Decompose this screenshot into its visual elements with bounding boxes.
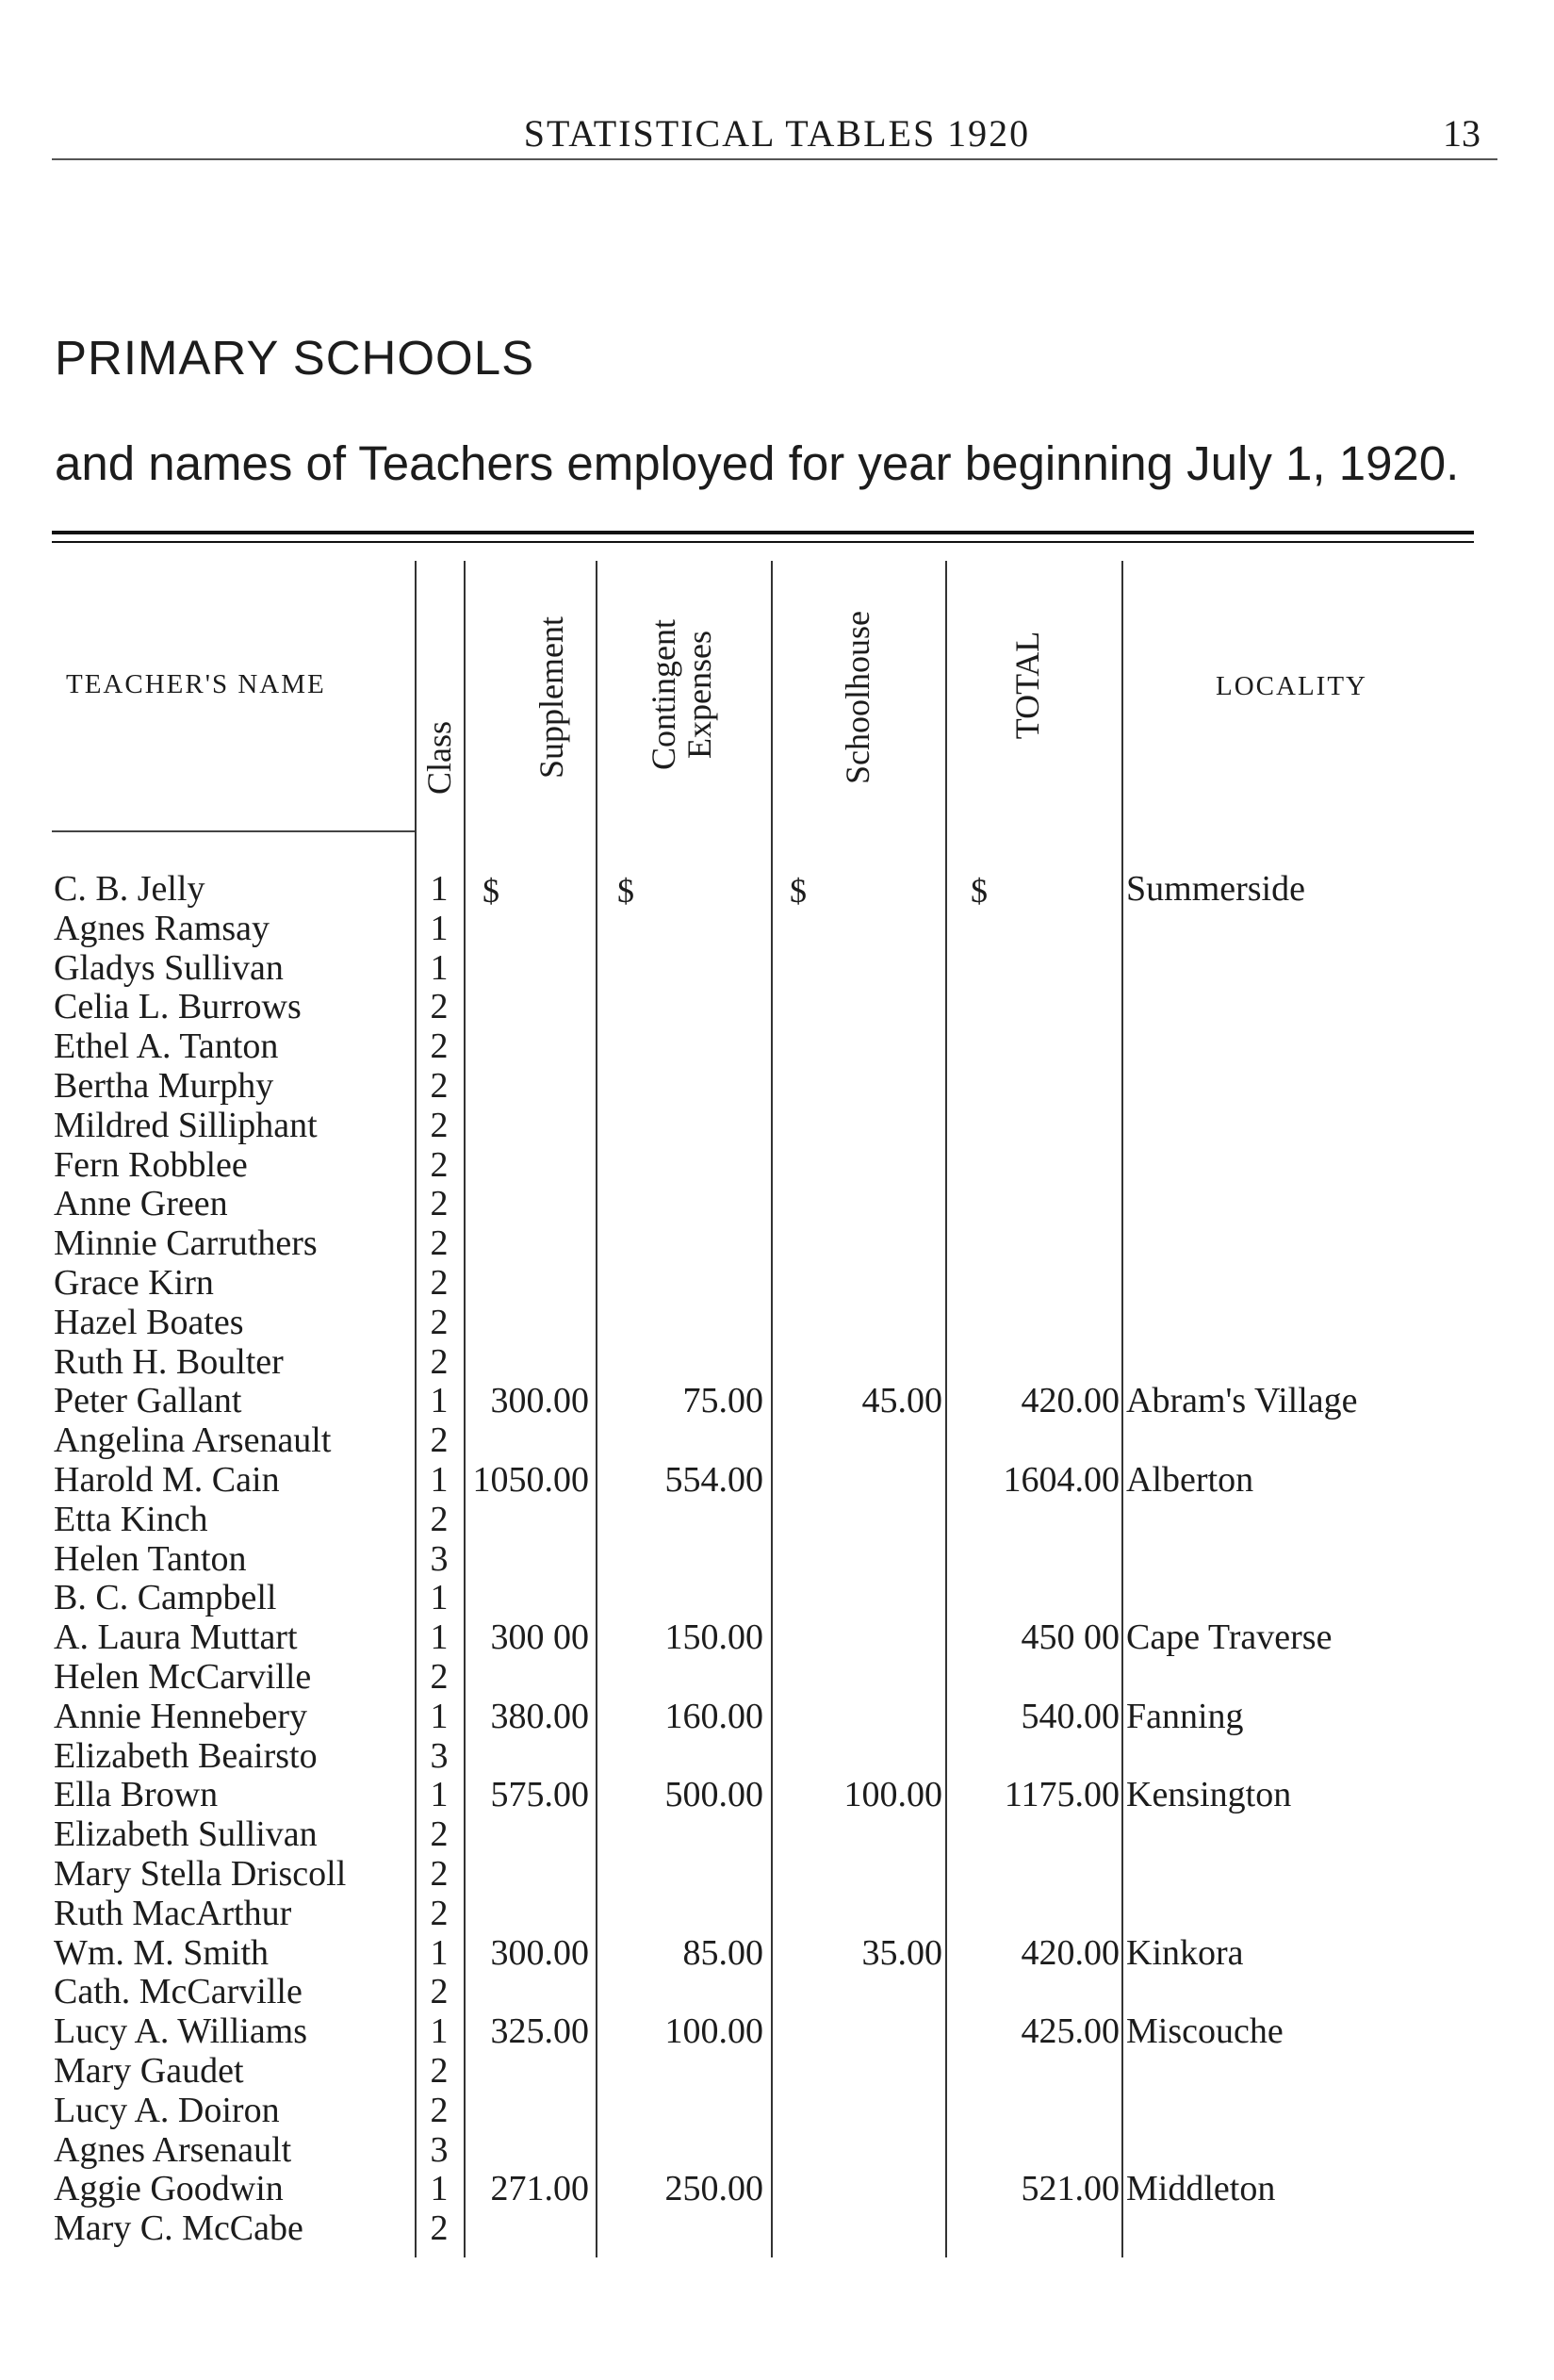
teacher-name-cell: Etta Kinch <box>54 1499 208 1539</box>
total-cell: 425.00 <box>1021 2011 1120 2052</box>
contingent-header-label: Contingent <box>645 619 682 770</box>
class-cell: 2 <box>430 2208 449 2249</box>
total-header-label: TOTAL <box>1008 631 1046 740</box>
teacher-name-cell: Angelina Arsenault <box>54 1420 332 1461</box>
class-cell: 1 <box>430 2169 449 2209</box>
table-row <box>0 1657 1554 1697</box>
teacher-name-cell: Celia L. Burrows <box>54 987 302 1027</box>
currency-symbol: $ <box>617 872 634 910</box>
total-cell: 1604.00 <box>1003 1460 1120 1500</box>
expenses-header-label: Expenses <box>680 631 718 759</box>
contingent-cell: 250.00 <box>664 2169 763 2209</box>
total-cell: 1175.00 <box>1004 1775 1120 1815</box>
class-cell: 3 <box>430 2129 449 2170</box>
table-row <box>0 1420 1554 1460</box>
table-row <box>0 1578 1554 1617</box>
teacher-name-cell: Mary Stella Driscoll <box>54 1854 347 1894</box>
table-row <box>0 2051 1554 2091</box>
class-cell: 1 <box>430 2011 449 2052</box>
class-cell: 1 <box>430 1460 449 1500</box>
schoolhouse-cell: 100.00 <box>843 1775 942 1815</box>
supplement-cell: 300 00 <box>490 1617 589 1658</box>
teacher-name-cell: Gladys Sullivan <box>54 947 284 988</box>
teacher-name-cell: Hazel Boates <box>54 1302 244 1342</box>
table-row <box>0 1066 1554 1106</box>
class-cell: 2 <box>430 1302 449 1342</box>
class-cell: 2 <box>430 987 449 1027</box>
class-cell: 2 <box>430 1263 449 1303</box>
class-cell: 2 <box>430 1814 449 1855</box>
total-cell: 420.00 <box>1021 1932 1120 1973</box>
teacher-name-cell: Mildred Silliphant <box>54 1105 318 1145</box>
locality-cell: Kensington <box>1126 1775 1292 1815</box>
teacher-name-cell: Annie Hennebery <box>54 1696 308 1736</box>
locality-header: LOCALITY <box>1216 671 1367 701</box>
teacher-name-cell: Bertha Murphy <box>54 1066 274 1106</box>
table-row <box>0 2169 1554 2208</box>
schoolhouse-header <box>840 570 875 825</box>
teacher-name-cell: Grace Kirn <box>54 1263 214 1303</box>
supplement-header <box>533 584 569 811</box>
class-cell: 2 <box>430 1854 449 1894</box>
schoolhouse-cell: 35.00 <box>861 1932 942 1973</box>
teacher-name-cell: Helen Tanton <box>54 1538 247 1579</box>
table-row <box>0 1263 1554 1303</box>
table-row <box>0 1184 1554 1223</box>
table-row <box>0 1933 1554 1973</box>
currency-symbol: $ <box>790 872 807 910</box>
table-row <box>0 1775 1554 1814</box>
total-cell: 540.00 <box>1021 1696 1120 1736</box>
teacher-name-cell: Cath. McCarville <box>54 1972 303 2012</box>
table-row <box>0 1026 1554 1066</box>
locality-cell: Fanning <box>1126 1696 1244 1736</box>
header-underline <box>52 830 415 832</box>
class-cell: 1 <box>430 908 449 948</box>
teacher-name-cell: Ruth MacArthur <box>54 1893 292 1933</box>
table-row <box>0 1223 1554 1263</box>
teacher-name-cell: Elizabeth Beairsto <box>54 1735 318 1776</box>
supplement-cell: 300.00 <box>490 1932 589 1973</box>
teacher-name-cell: Elizabeth Sullivan <box>54 1814 318 1855</box>
class-cell: 3 <box>430 1538 449 1579</box>
class-cell: 2 <box>430 1657 449 1697</box>
teacher-name-cell: Peter Gallant <box>54 1381 242 1421</box>
teacher-name-cell: Lucy A. Doiron <box>54 2090 280 2130</box>
class-cell: 2 <box>430 1893 449 1933</box>
teacher-name-cell: A. Laura Muttart <box>54 1617 298 1658</box>
contingent-cell: 160.00 <box>664 1696 763 1736</box>
table-row <box>0 1814 1554 1854</box>
class-cell: 2 <box>430 2090 449 2130</box>
table-row <box>0 1381 1554 1420</box>
table-row <box>0 1894 1554 1933</box>
teacher-name-cell: B. C. Campbell <box>54 1578 277 1618</box>
teacher-name-cell: Helen McCarville <box>54 1657 312 1697</box>
class-cell: 2 <box>430 1184 449 1224</box>
table-top-rule <box>52 531 1474 534</box>
teacher-name-cell: Aggie Goodwin <box>54 2169 284 2209</box>
table-row <box>0 1539 1554 1579</box>
header-rule <box>52 158 1497 160</box>
teacher-name-cell: Agnes Ramsay <box>54 908 270 948</box>
total-header <box>1009 624 1045 747</box>
section-title: PRIMARY SCHOOLS <box>55 331 535 385</box>
running-head <box>0 111 1554 158</box>
class-header <box>421 692 457 824</box>
teacher-name-header: TEACHER'S NAME <box>66 669 326 699</box>
locality-cell: Miscouche <box>1126 2011 1284 2052</box>
teacher-name-cell: Mary C. McCabe <box>54 2208 303 2249</box>
total-cell: 420.00 <box>1021 1381 1120 1421</box>
contingent-cell: 554.00 <box>664 1460 763 1500</box>
table-row <box>0 1854 1554 1894</box>
locality-cell: Middleton <box>1126 2169 1276 2209</box>
table-row <box>0 2130 1554 2170</box>
contingent-cell: 85.00 <box>682 1932 763 1973</box>
locality-cell: Abram's Village <box>1126 1381 1358 1421</box>
class-cell: 2 <box>430 1026 449 1067</box>
table-row <box>0 1106 1554 1145</box>
supplement-cell: 575.00 <box>490 1775 589 1815</box>
teacher-name-cell: Fern Robblee <box>54 1144 248 1185</box>
supplement-cell: 380.00 <box>490 1696 589 1736</box>
class-cell: 2 <box>430 1341 449 1382</box>
table-row <box>0 1736 1554 1776</box>
supplement-cell: 271.00 <box>490 2169 589 2209</box>
locality-cell: Kinkora <box>1126 1932 1244 1973</box>
table-row <box>0 1617 1554 1657</box>
currency-symbol: $ <box>971 872 988 910</box>
table-row <box>0 987 1554 1026</box>
table-row <box>0 1460 1554 1500</box>
total-cell: 521.00 <box>1021 2169 1120 2209</box>
class-cell: 1 <box>430 869 449 909</box>
class-cell: 2 <box>430 1144 449 1185</box>
schoolhouse-cell: 45.00 <box>861 1381 942 1421</box>
class-cell: 1 <box>430 1578 449 1618</box>
table-row <box>0 1500 1554 1539</box>
supplement-cell: 300.00 <box>490 1381 589 1421</box>
table-row <box>0 1145 1554 1185</box>
supplement-cell: 325.00 <box>490 2011 589 2052</box>
teacher-name-cell: Minnie Carruthers <box>54 1223 318 1264</box>
class-cell: 2 <box>430 2051 449 2091</box>
contingent-cell: 75.00 <box>682 1381 763 1421</box>
class-cell: 1 <box>430 1932 449 1973</box>
class-cell: 2 <box>430 1105 449 1145</box>
table-row <box>0 2011 1554 2051</box>
class-header-label: Class <box>420 721 458 796</box>
table-row <box>0 948 1554 988</box>
locality-cell: Cape Traverse <box>1126 1617 1333 1658</box>
table-row <box>0 909 1554 948</box>
teacher-name-cell: Mary Gaudet <box>54 2051 244 2091</box>
teacher-name-cell: C. B. Jelly <box>54 869 205 909</box>
schoolhouse-header-label: Schoolhouse <box>839 611 876 784</box>
contingent-cell: 100.00 <box>664 2011 763 2052</box>
page-number: 13 <box>1443 112 1480 155</box>
class-cell: 2 <box>430 1066 449 1106</box>
class-cell: 2 <box>430 1223 449 1264</box>
class-cell: 1 <box>430 947 449 988</box>
table-row <box>0 1342 1554 1382</box>
supplement-header-label: Supplement <box>532 616 570 779</box>
table-row <box>0 1303 1554 1342</box>
teacher-name-cell: Ethel A. Tanton <box>54 1026 279 1067</box>
teacher-name-cell: Harold M. Cain <box>54 1460 280 1500</box>
class-cell: 2 <box>430 1972 449 2012</box>
contingent-cell: 500.00 <box>664 1775 763 1815</box>
teacher-name-cell: Lucy A. Williams <box>54 2011 308 2052</box>
class-cell: 1 <box>430 1696 449 1736</box>
subtitle: and names of Teachers employed for year beginning July 1, 1920. <box>55 436 1460 490</box>
locality-cell: Alberton <box>1126 1460 1254 1500</box>
class-cell: 1 <box>430 1775 449 1815</box>
currency-symbol: $ <box>483 872 499 910</box>
table-row <box>0 2208 1554 2248</box>
table-top-rule-thin <box>52 541 1474 543</box>
table-row <box>0 869 1554 909</box>
class-cell: 2 <box>430 1499 449 1539</box>
class-cell: 1 <box>430 1617 449 1658</box>
teacher-name-cell: Anne Green <box>54 1184 228 1224</box>
teacher-name-cell: Wm. M. Smith <box>54 1932 270 1973</box>
locality-cell: Summerside <box>1126 869 1305 909</box>
table-row <box>0 1972 1554 2011</box>
teacher-name-cell: Ella Brown <box>54 1775 219 1815</box>
supplement-cell: 1050.00 <box>472 1460 589 1500</box>
class-cell: 1 <box>430 1381 449 1421</box>
total-cell: 450 00 <box>1021 1617 1120 1658</box>
table-row <box>0 1697 1554 1736</box>
contingent-expenses-header <box>646 586 721 803</box>
teacher-name-cell: Agnes Arsenault <box>54 2129 292 2170</box>
class-cell: 3 <box>430 1735 449 1776</box>
table-row <box>0 2091 1554 2130</box>
contingent-cell: 150.00 <box>664 1617 763 1658</box>
teacher-name-cell: Ruth H. Boulter <box>54 1341 284 1382</box>
class-cell: 2 <box>430 1420 449 1461</box>
running-title: STATISTICAL TABLES 1920 <box>523 112 1031 155</box>
